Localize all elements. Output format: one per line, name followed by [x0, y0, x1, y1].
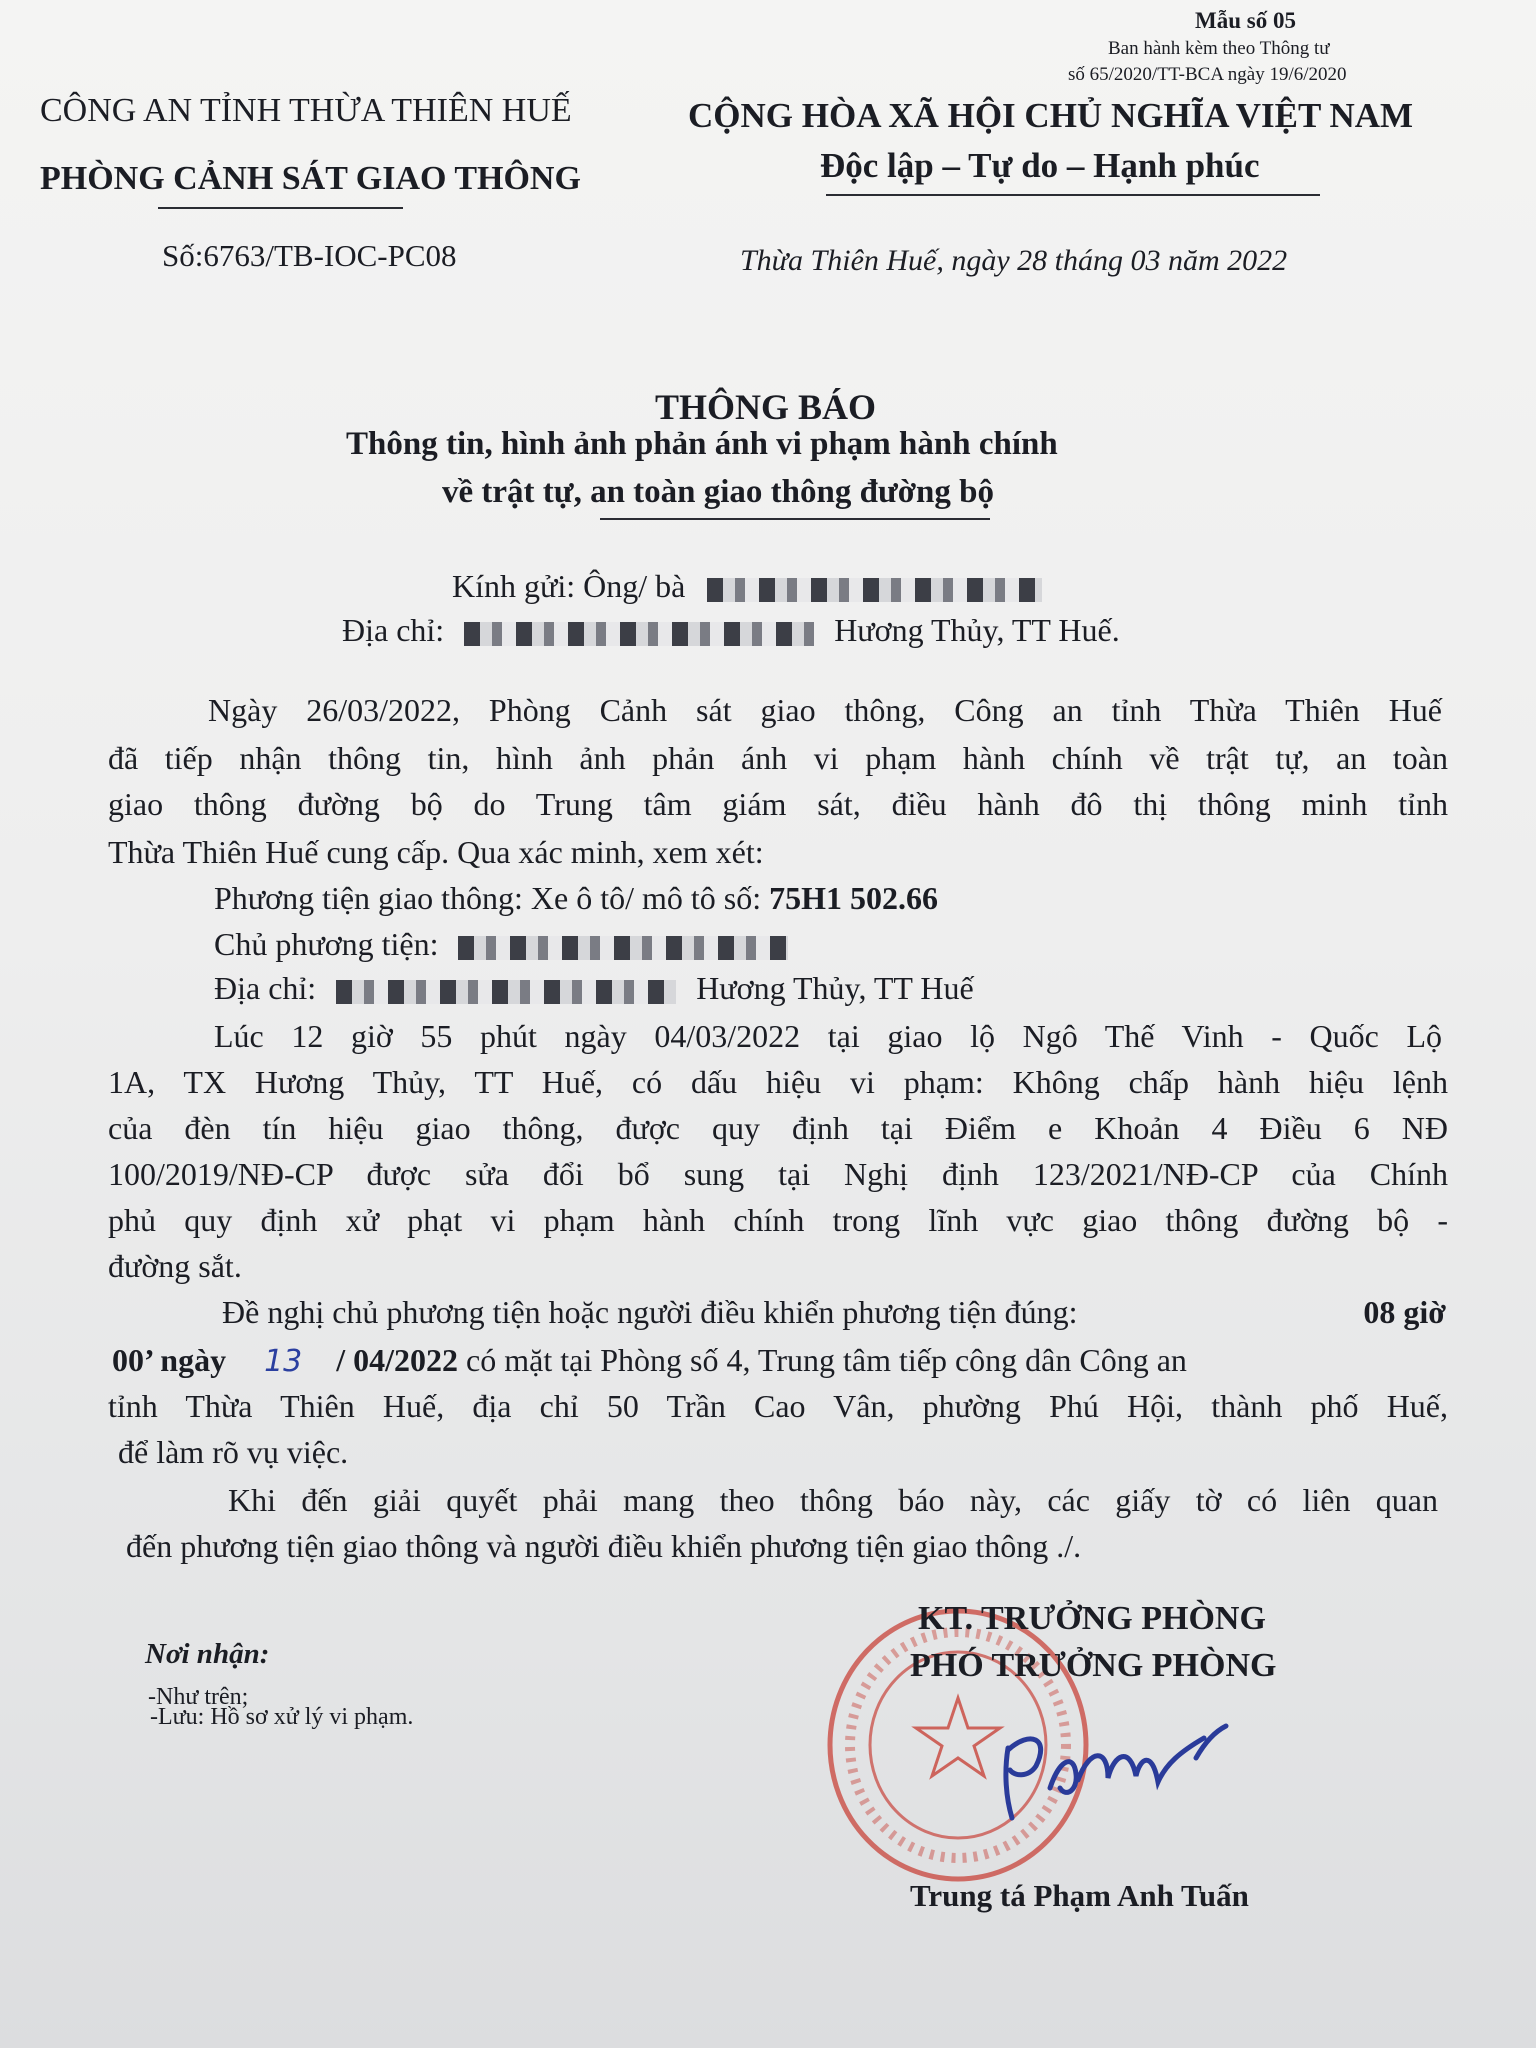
national-motto: Độc lập – Tự do – Hạnh phúc: [820, 146, 1260, 185]
appointment-line-2: [112, 1342, 1452, 1379]
body-line: của đèn tín hiệu giao thông, được quy định tại Điểm e Khoản 4 Điều 6 NĐ: [108, 1110, 1448, 1146]
body-line: tỉnh Thừa Thiên Huế, địa chỉ 50 Trần Cao Vân, phường Phú Hội, thành phố Huế,: [108, 1388, 1448, 1424]
recipient-address-tail: Hương Thủy, TT Huế.: [834, 612, 1120, 648]
agency-name: PHÒNG CẢNH SÁT GIAO THÔNG: [40, 160, 581, 197]
agency-parent: CÔNG AN TỈNH THỪA THIÊN HUẾ: [40, 92, 572, 129]
redacted-name: [707, 578, 1042, 602]
form-issued-line-1: Ban hành kèm theo Thông tư: [1108, 38, 1330, 59]
owner-line: [214, 926, 1536, 963]
body-line: đến phương tiện giao thông và người điều khiển phương tiện giao thông ./.: [126, 1528, 1082, 1564]
redacted-owner: [458, 936, 788, 960]
handwritten-signature: [990, 1718, 1260, 1828]
owner-address-line: [214, 970, 1536, 1007]
owner-address-label: Địa chỉ:: [214, 970, 317, 1006]
body-line: Thừa Thiên Huế cung cấp. Qua xác minh, xem xét:: [108, 834, 764, 870]
body-line: phủ quy định xử phạt vi phạm hành chính trong lĩnh vực giao thông đường bộ -: [108, 1202, 1448, 1238]
vehicle-line: [214, 880, 1536, 917]
body-line: Khi đến giải quyết phải mang theo thông báo này, các giấy tờ có liên quan: [228, 1482, 1438, 1518]
recipient-line: [452, 568, 1042, 605]
motto-underline: [826, 194, 1320, 196]
form-issued-line-2: số 65/2020/TT-BCA ngày 19/6/2020: [1068, 64, 1347, 85]
agency-underline: [158, 207, 403, 209]
owner-address-tail: Hương Thủy, TT Huế: [696, 970, 974, 1006]
body-line: 1A, TX Hương Thủy, TT Huế, có dấu hiệu vi phạm: Không chấp hành hiệu lệnh: [108, 1064, 1448, 1100]
vehicle-label: Phương tiện giao thông: Xe ô tô/ mô tô số:: [214, 880, 762, 916]
body-line: Ngày 26/03/2022, Phòng Cảnh sát giao thông, Công an tỉnh Thừa Thiên Huế: [208, 692, 1442, 728]
recipients-item: -Lưu: Hồ sơ xử lý vi phạm.: [150, 1704, 414, 1730]
document-subtitle-2: về trật tự, an toàn giao thông đường bộ: [442, 474, 995, 510]
body-line: Lúc 12 giờ 55 phút ngày 04/03/2022 tại giao lộ Ngô Thế Vinh - Quốc Lộ: [214, 1018, 1442, 1054]
signature-title-2: PHÓ TRƯỞNG PHÒNG: [910, 1647, 1277, 1684]
recipients-heading: Nơi nhận:: [145, 1638, 270, 1670]
appointment-month: / 04/2022: [336, 1342, 459, 1378]
national-title: CỘNG HÒA XÃ HỘI CHỦ NGHĨA VIỆT NAM: [688, 96, 1414, 135]
appointment-time: 08 giờ: [1363, 1294, 1446, 1330]
dateline: Thừa Thiên Huế, ngày 28 tháng 03 năm 2022: [740, 244, 1288, 277]
owner-label: Chủ phương tiện:: [214, 926, 439, 962]
vehicle-plate: 75H1 502.66: [769, 880, 939, 916]
body-line: 100/2019/NĐ-CP được sửa đổi bổ sung tại Nghị định 123/2021/NĐ-CP của Chính: [108, 1156, 1448, 1192]
form-number: Mẫu số 05: [1195, 8, 1296, 33]
redacted-owner-address: [336, 980, 676, 1004]
appointment-line-1: [222, 1294, 1446, 1331]
body-line: để làm rõ vụ việc.: [118, 1434, 349, 1470]
recipient-label: Kính gửi: Ông/ bà: [452, 568, 686, 604]
redacted-address: [464, 622, 814, 646]
subtitle-underline: [600, 518, 990, 520]
appointment-place: có mặt tại Phòng số 4, Trung tâm tiếp công dân Công an: [466, 1342, 1187, 1378]
body-line: giao thông đường bộ do Trung tâm giám sát, điều hành đô thị thông minh tỉnh: [108, 786, 1448, 822]
body-line: đường sắt.: [108, 1248, 242, 1284]
appointment-day: 13: [264, 1344, 303, 1379]
recipient-address-label: Địa chỉ:: [342, 612, 445, 648]
body-line: đã tiếp nhận thông tin, hình ảnh phản ánh vi phạm hành chính về trật tự, an toàn: [108, 740, 1448, 776]
document-number: Số:6763/TB-IOC-PC08: [162, 238, 457, 273]
recipients-item: -Như trên;: [148, 1684, 249, 1710]
signer-name: Trung tá Phạm Anh Tuấn: [910, 1878, 1249, 1913]
appointment-minutes: 00’ ngày: [112, 1342, 227, 1378]
document-subtitle-1: Thông tin, hình ảnh phản ánh vi phạm hành chính: [346, 426, 1058, 462]
document-title: THÔNG BÁO: [655, 387, 877, 427]
signature-title-1: KT. TRƯỞNG PHÒNG: [918, 1600, 1266, 1637]
appointment-request: Đề nghị chủ phương tiện hoặc người điều khiển phương tiện đúng:: [222, 1294, 1078, 1330]
recipient-address-line: [342, 612, 1120, 649]
